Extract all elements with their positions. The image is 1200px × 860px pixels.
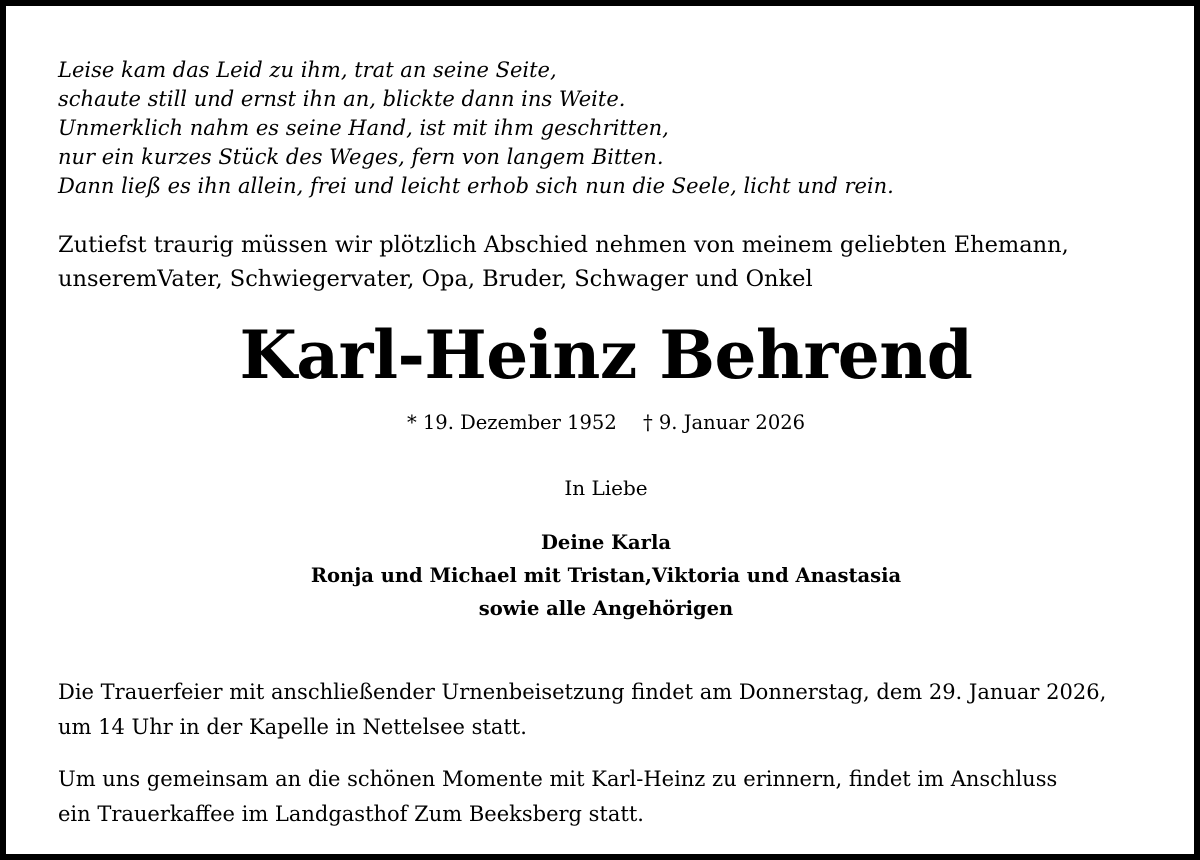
poem-line: Unmerklich nahm es seine Hand, ist mit ihm geschritten,	[58, 116, 669, 140]
reception-line: ein Trauerkaffee im Landgasthof Zum Beeksberg statt.	[58, 802, 644, 826]
deceased-name: Karl-Heinz Behrend	[239, 316, 973, 394]
poem-line: nur ein kurzes Stück des Weges, fern von langem Bitten.	[58, 145, 664, 169]
life-dates	[6, 409, 1200, 437]
closing-phrase: In Liebe	[564, 476, 648, 500]
mourners-list	[6, 526, 1200, 625]
mourner-line: Deine Karla	[541, 531, 671, 554]
death-date: † 9. Januar 2026	[642, 411, 806, 434]
announcement-intro	[58, 228, 1158, 296]
service-line: um 14 Uhr in der Kapelle in Nettelsee statt.	[58, 715, 527, 739]
intro-line: Zutiefst traurig müssen wir plötzlich Abschied nehmen von meinem geliebten Ehemann,	[58, 232, 1069, 258]
reception-line: Um uns gemeinsam an die schönen Momente mit Karl-Heinz zu erinnern, findet im Anschluss	[58, 767, 1058, 791]
funeral-service-info	[58, 675, 1168, 745]
intro-line: unseremVater, Schwiegervater, Opa, Bruder, Schwager und Onkel	[58, 266, 813, 292]
mourner-line: Ronja und Michael mit Tristan,Viktoria und Anastasia	[310, 564, 902, 587]
service-line: Die Trauerfeier mit anschließender Urnenbeisetzung findet am Donnerstag, dem 29. Januar 2026,	[58, 680, 1107, 704]
poem-line: schaute still und ernst ihn an, blickte dann ins Weite.	[58, 87, 626, 111]
reception-info	[58, 762, 1168, 832]
mourner-line: sowie alle Angehörigen	[478, 597, 734, 620]
birth-date: * 19. Dezember 1952	[406, 411, 617, 434]
memorial-poem	[58, 56, 1158, 201]
poem-line: Dann ließ es ihn allein, frei und leicht erhob sich nun die Seele, licht und rein.	[58, 174, 894, 198]
poem-line: Leise kam das Leid zu ihm, trat an seine Seite,	[58, 58, 557, 82]
